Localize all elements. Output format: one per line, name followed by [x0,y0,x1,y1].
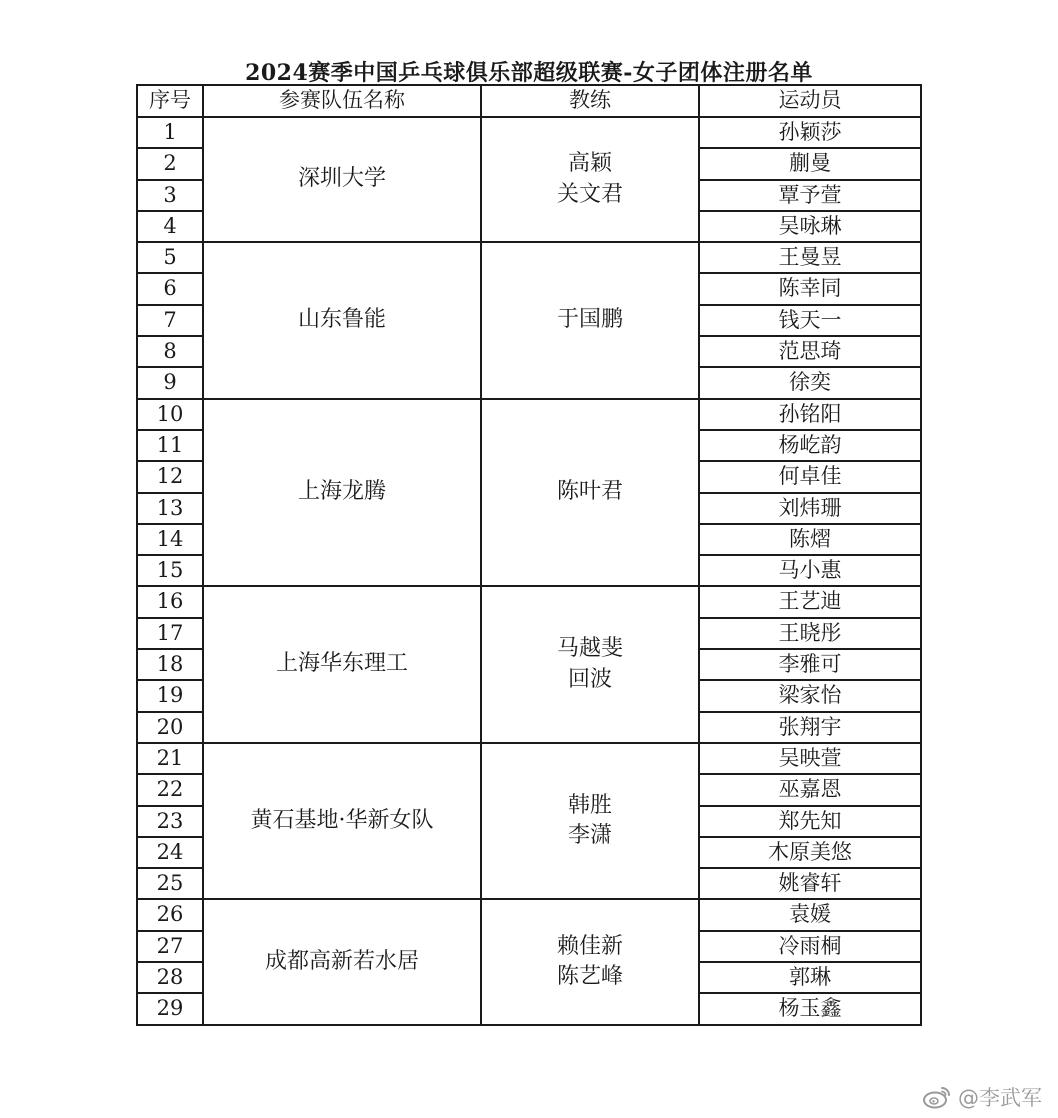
player-name: 覃予萱 [699,180,921,211]
row-number: 6 [137,273,203,304]
team-name-cell [203,117,481,242]
table-row [137,586,921,617]
row-number: 16 [137,586,203,617]
player-name: 巫嘉恩 [699,774,921,805]
row-number: 22 [137,774,203,805]
header-number: 序号 [137,85,203,117]
header-row [137,85,921,117]
player-name: 范思琦 [699,336,921,367]
team-name-cell [203,242,481,398]
team-name: 黄石基地·华新女队 [250,807,434,833]
team-name: 成都高新若水居 [264,948,419,974]
player-name: 李雅可 [699,649,921,680]
player-name: 杨屹韵 [699,430,921,461]
row-number: 23 [137,806,203,837]
row-number: 14 [137,524,203,555]
player-name: 姚睿轩 [699,868,921,899]
table-row [137,242,921,273]
row-number: 1 [137,117,203,148]
row-number: 8 [137,336,203,367]
player-name: 吴映萱 [699,743,921,774]
player-name: 何卓佳 [699,461,921,492]
coach-name: 马越斐 [556,636,623,662]
roster-body [137,117,921,1025]
row-number: 25 [137,868,203,899]
row-number: 11 [137,430,203,461]
row-number: 27 [137,931,203,962]
player-name: 木原美悠 [699,837,921,868]
player-name: 冷雨桐 [699,931,921,962]
player-name: 张翔宇 [699,712,921,743]
coach-cell [481,117,699,242]
document-title: 2024赛季中国乒乓球俱乐部超级联赛-女子团体注册名单 [245,60,813,86]
coach-cell [481,586,699,742]
team-name: 上海龙腾 [297,479,386,505]
team-name-cell [203,743,481,899]
player-name: 袁媛 [699,899,921,930]
watermark-text: @李武军 [958,1086,1042,1110]
row-number: 28 [137,962,203,993]
row-number: 7 [137,305,203,336]
player-name: 梁家怡 [699,680,921,711]
table-row [137,743,921,774]
row-number: 21 [137,743,203,774]
table-row [137,117,921,148]
player-name: 马小惠 [699,555,921,586]
player-name: 陈熠 [699,524,921,555]
row-number: 9 [137,367,203,398]
coach-name: 赖佳新 [556,933,623,959]
coach-name: 于国鹏 [556,307,623,333]
player-name: 陈幸同 [699,273,921,304]
coach-cell [481,242,699,398]
coach-cell [481,899,699,1024]
coach-name: 陈叶君 [556,479,623,505]
coach-cell [481,399,699,587]
team-name: 上海华东理工 [275,651,408,677]
weibo-icon [922,1085,952,1109]
player-name: 郭琳 [699,962,921,993]
team-name-cell [203,586,481,742]
row-number: 26 [137,899,203,930]
player-name: 王艺迪 [699,586,921,617]
player-name: 孙铭阳 [699,399,921,430]
row-number: 24 [137,837,203,868]
header-team: 参赛队伍名称 [203,85,481,117]
coach-name: 陈艺峰 [556,964,623,990]
player-name: 徐奕 [699,367,921,398]
player-name: 孙颖莎 [699,117,921,148]
player-name: 郑先知 [699,806,921,837]
player-name: 蒯曼 [699,148,921,179]
team-name: 山东鲁能 [297,307,386,333]
row-number: 29 [137,993,203,1024]
watermark [922,1082,1042,1112]
row-number: 20 [137,712,203,743]
coach-name: 高颖 [567,151,612,177]
coach-cell [481,743,699,899]
table-row [137,399,921,430]
player-name: 杨玉鑫 [699,993,921,1024]
row-number: 2 [137,148,203,179]
player-name: 王曼昱 [699,242,921,273]
row-number: 5 [137,242,203,273]
team-name-cell [203,899,481,1024]
roster-table [136,84,922,1026]
row-number: 12 [137,461,203,492]
coach-name: 韩胜 [567,792,612,818]
coach-name: 回波 [567,666,612,692]
row-number: 19 [137,680,203,711]
header-coach: 教练 [481,85,699,117]
coach-name: 关文君 [556,181,623,207]
row-number: 15 [137,555,203,586]
team-name-cell [203,399,481,587]
row-number: 3 [137,180,203,211]
player-name: 刘炜珊 [699,493,921,524]
team-name: 深圳大学 [297,166,386,192]
player-name: 钱天一 [699,305,921,336]
coach-name: 李潇 [567,823,612,849]
player-name: 吴咏琳 [699,211,921,242]
header-player: 运动员 [699,85,921,117]
table-row [137,899,921,930]
row-number: 18 [137,649,203,680]
row-number: 13 [137,493,203,524]
row-number: 4 [137,211,203,242]
row-number: 10 [137,399,203,430]
row-number: 17 [137,618,203,649]
player-name: 王晓彤 [699,618,921,649]
